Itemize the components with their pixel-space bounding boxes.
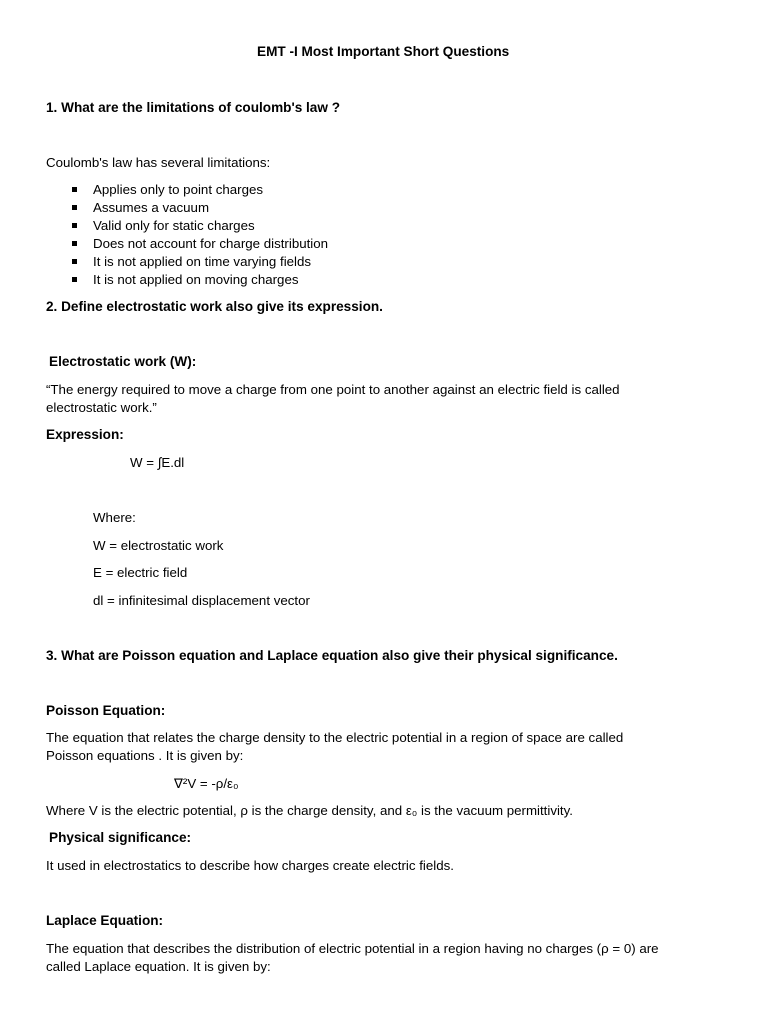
bullet-icon [72, 187, 77, 192]
bullet-icon [72, 241, 77, 246]
list-item: It is not applied on time varying fields [93, 254, 312, 269]
question-1-heading: 1. What are the limitations of coulomb's law ? [46, 100, 341, 115]
term-definition: E = electric field [93, 565, 188, 580]
term-definition: dl = infinitesimal displacement vector [93, 593, 310, 608]
list-item: It is not applied on moving charges [93, 272, 299, 287]
where-label: Where: [93, 510, 136, 525]
poisson-where: Where V is the electric potential, ρ is the charge density, and ε₀ is the vacuum permittivity. [46, 803, 573, 818]
term-definition: W = electrostatic work [93, 538, 224, 553]
work-equation: W = ∫E.dl [130, 455, 185, 470]
bullet-icon [72, 223, 77, 228]
laplace-line-2: called Laplace equation. It is given by: [46, 959, 271, 974]
list-item: Assumes a vacuum [93, 200, 210, 215]
physical-significance-heading: Physical significance: [49, 830, 192, 845]
q1-intro: Coulomb's law has several limitations: [46, 155, 271, 170]
question-3-heading: 3. What are Poisson equation and Laplace equation also give their physical significance. [46, 648, 618, 663]
definition-line-1: “The energy required to move a charge from one point to another against an electric field is called [46, 382, 620, 397]
list-item: Valid only for static charges [93, 218, 255, 233]
physical-significance-text: It used in electrostatics to describe how charges create electric fields. [46, 858, 454, 873]
poisson-equation: ∇²V = -ρ/ε₀ [174, 776, 239, 791]
document-title: EMT -I Most Important Short Questions [257, 44, 510, 59]
poisson-line-1: The equation that relates the charge density to the electric potential in a region of space are called [46, 730, 624, 745]
list-item: Applies only to point charges [93, 182, 264, 197]
bullet-icon [72, 277, 77, 282]
poisson-heading: Poisson Equation: [46, 703, 166, 718]
laplace-heading: Laplace Equation: [46, 913, 164, 928]
bullet-icon [72, 259, 77, 264]
list-item: Does not account for charge distribution [93, 236, 329, 251]
expression-label: Expression: [46, 427, 124, 442]
question-2-heading: 2. Define electrostatic work also give its expression. [46, 299, 383, 314]
definition-line-2: electrostatic work.” [46, 400, 157, 415]
electrostatic-work-heading: Electrostatic work (W): [49, 354, 197, 369]
laplace-line-1: The equation that describes the distribution of electric potential in a region having no charges (ρ = 0) are [46, 941, 659, 956]
bullet-icon [72, 205, 77, 210]
poisson-line-2: Poisson equations . It is given by: [46, 748, 244, 763]
